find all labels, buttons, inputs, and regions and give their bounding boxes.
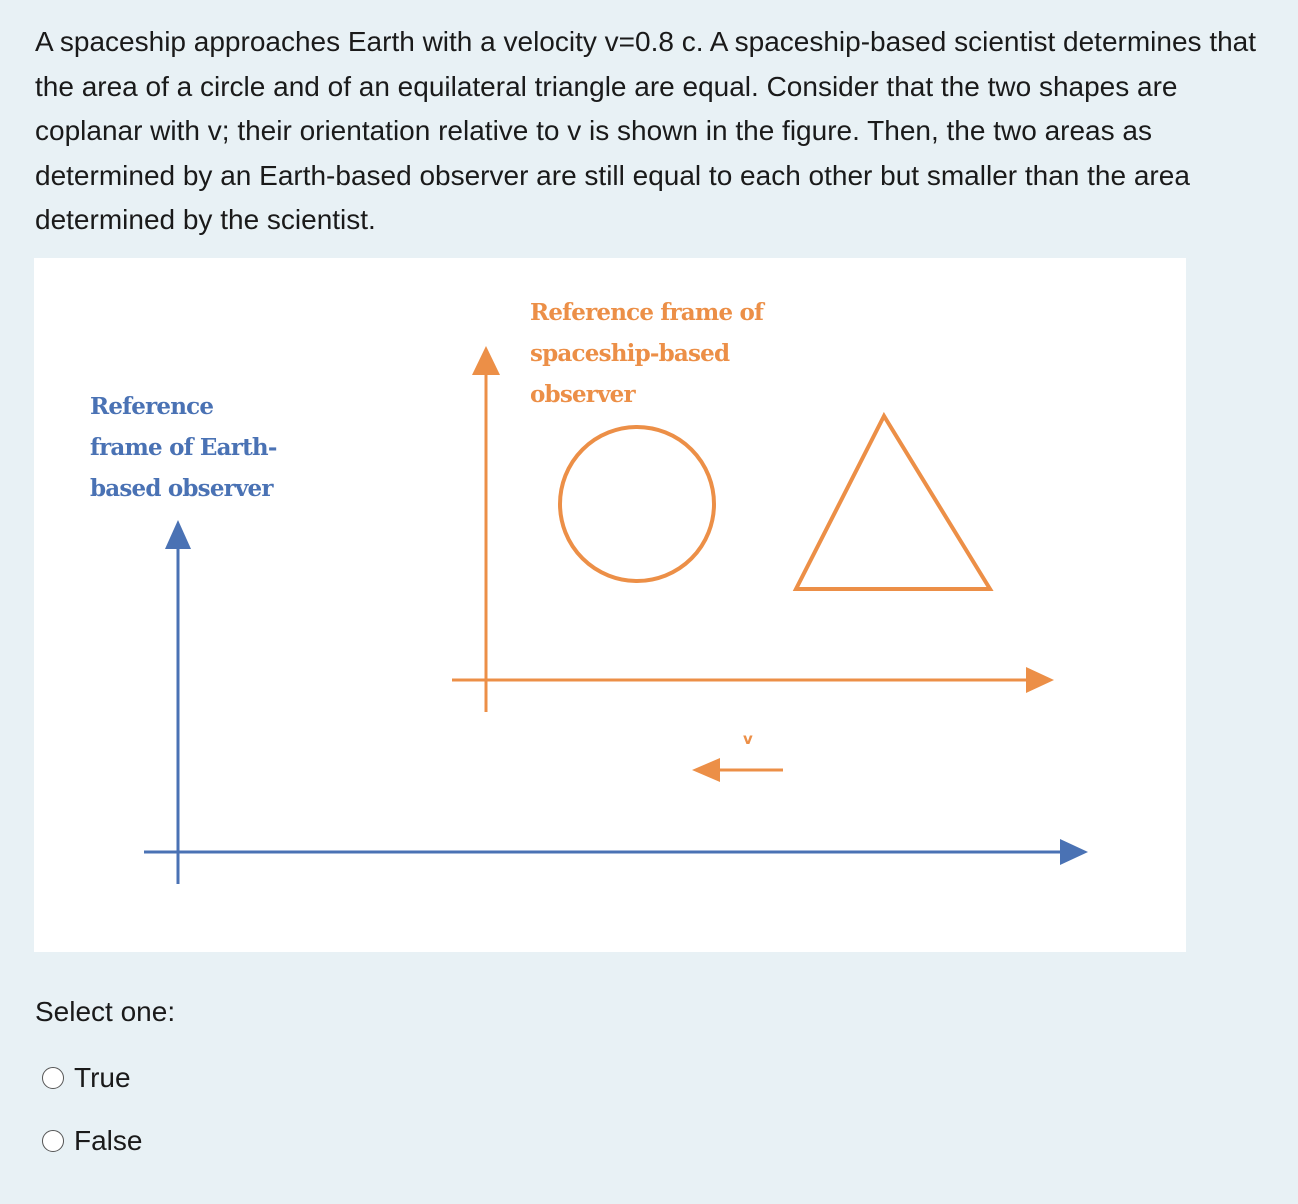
option-true-label[interactable]: True bbox=[74, 1062, 131, 1093]
earth-frame-label-line: based observer bbox=[90, 475, 273, 502]
velocity-arrow bbox=[692, 758, 783, 782]
velocity-label: v bbox=[743, 730, 753, 748]
select-prompt: Select one: bbox=[35, 996, 176, 1027]
option-false-label[interactable]: False bbox=[74, 1125, 143, 1156]
ship-frame-label-line: observer bbox=[530, 381, 635, 408]
triangle-shape bbox=[796, 416, 990, 589]
option-true[interactable] bbox=[42, 1062, 131, 1094]
radio-false[interactable] bbox=[42, 1130, 64, 1152]
earth-x-arrowhead bbox=[1060, 839, 1088, 865]
ship-frame-label-line: Reference frame of bbox=[530, 299, 764, 326]
ship-y-arrowhead bbox=[472, 346, 500, 375]
question-text: A spaceship approaches Earth with a velocity v=0.8 c. A spaceship-based scientist determines that the area of a circle and of an equilateral triangle are equal. Consider that the two shapes are coplanar with v; their orientation relative to v is shown in the figure. Then, the two areas as determined by an Earth-based observer are still equal to each other but smaller than the area determined by the scientist. bbox=[35, 26, 1257, 236]
question-figure bbox=[34, 258, 1186, 952]
ship-x-arrowhead bbox=[1026, 667, 1054, 693]
earth-y-arrowhead bbox=[165, 520, 191, 549]
radio-true[interactable] bbox=[42, 1067, 64, 1089]
earth-frame-label-line: Reference bbox=[90, 393, 214, 420]
ship-frame-label-line: spaceship-based bbox=[530, 340, 730, 367]
earth-frame-label-line: frame of Earth- bbox=[90, 434, 277, 461]
option-false[interactable] bbox=[42, 1125, 142, 1157]
earth-frame-label bbox=[90, 386, 277, 509]
earth-frame-axes bbox=[144, 520, 1088, 884]
ship-frame-label bbox=[530, 292, 763, 415]
circle-shape bbox=[560, 427, 714, 581]
velocity-arrowhead bbox=[692, 758, 720, 782]
